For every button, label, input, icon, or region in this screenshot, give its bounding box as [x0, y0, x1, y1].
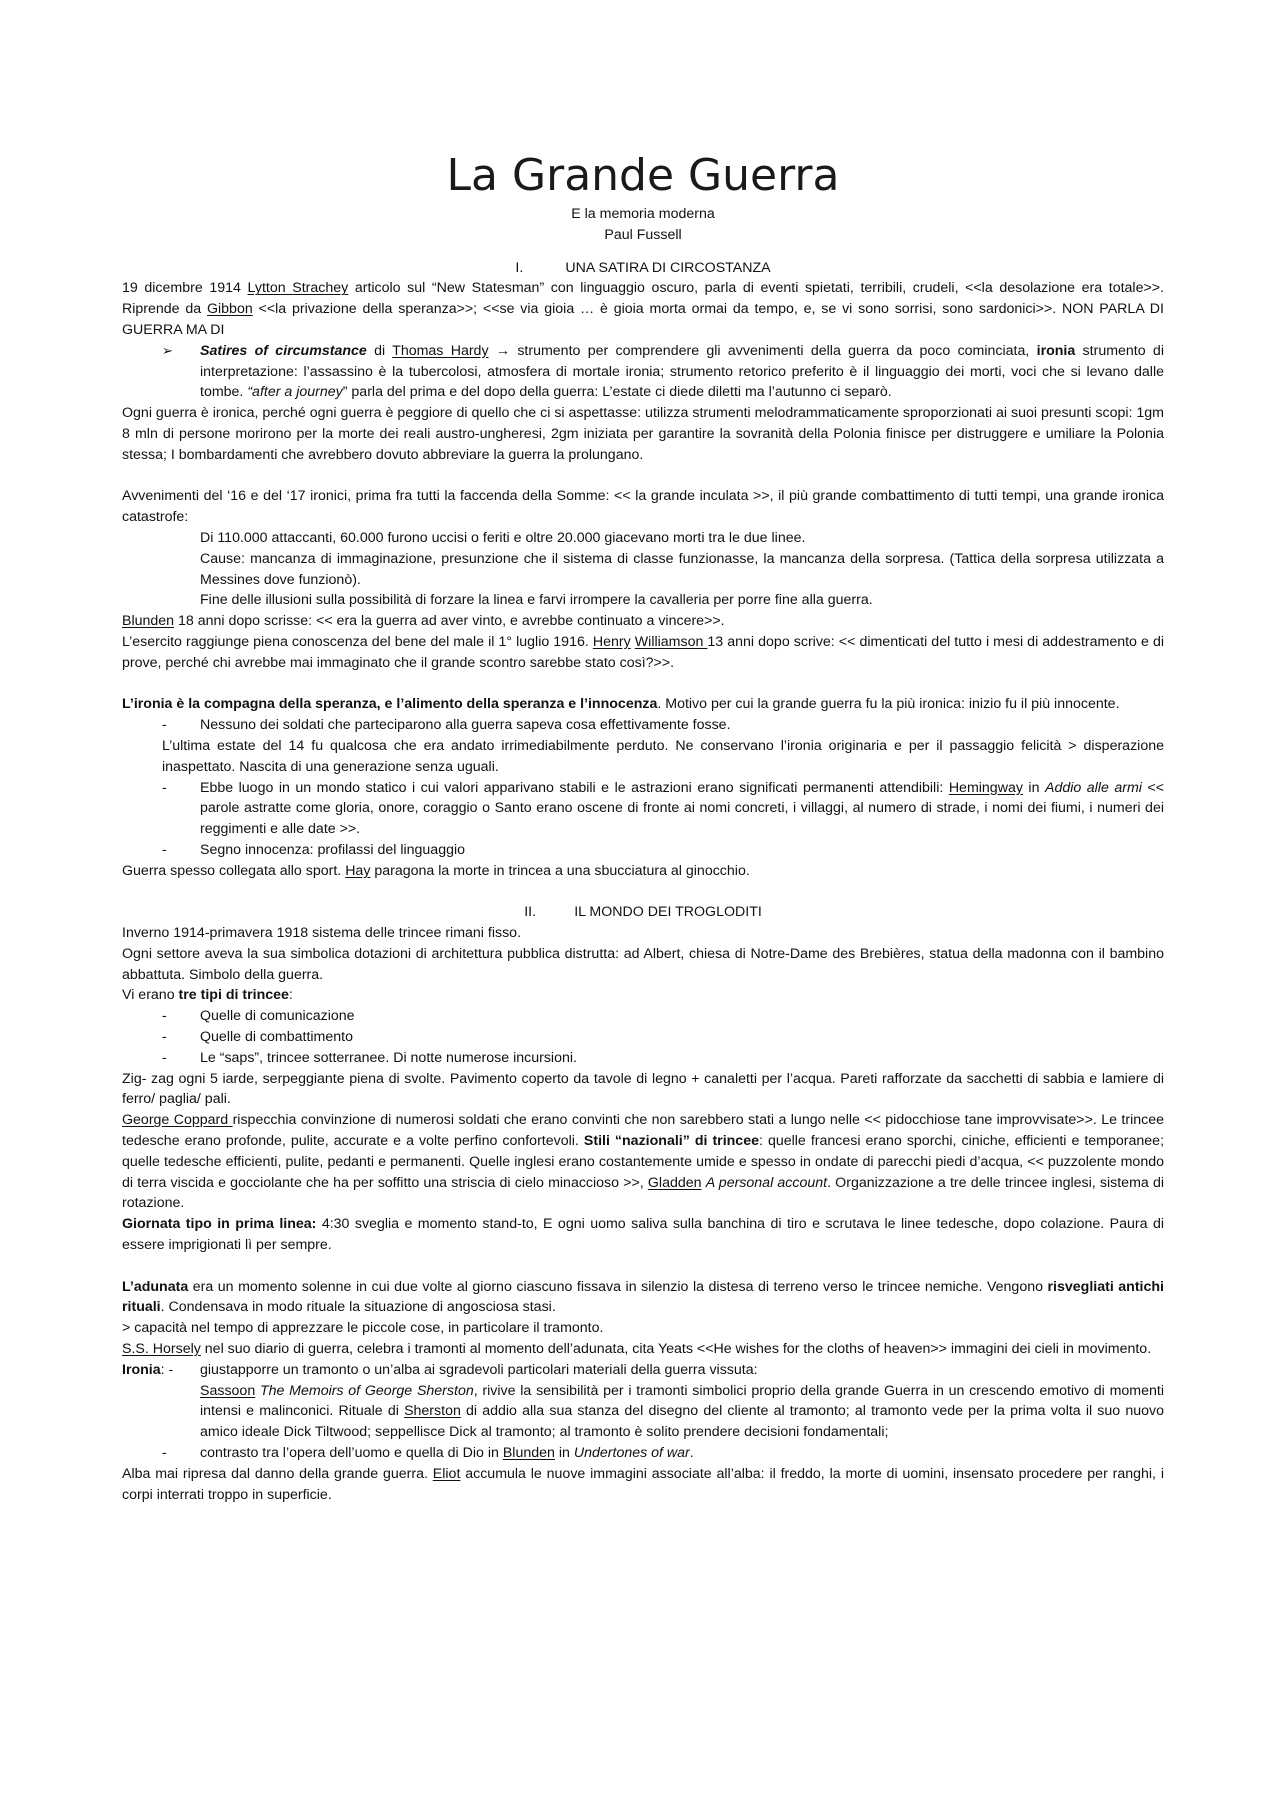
paragraph: Inverno 1914-primavera 1918 sistema delle trincee rimani fisso. [122, 925, 522, 942]
paragraph: Zig- zag ogni 5 iarde, serpeggiante piena di svolte. Pavimento coperto da tavole di legno + canaletti per l’acqua. Pareti rafforzate da sacchetti di sabbia e lamiere di ferro/ paglia/ pali. [122, 1070, 1164, 1108]
author-link: Hay [345, 862, 371, 879]
indented-line: Fine delle illusioni sulla possibilità di forzare la linea e farvi irrompere la cavalleria per porre fine alla guerra. [200, 592, 873, 609]
author-link: Sassoon [200, 1382, 256, 1399]
author-link: Hemingway [948, 779, 1023, 796]
section-1-number: I. [515, 259, 524, 276]
dash-marker: - [162, 779, 167, 796]
section-2-heading [122, 902, 1164, 923]
dash-item: - contrasto tra l’opera dell’uomo e quella di Dio in Blunden in Undertones of war. [122, 1443, 1164, 1464]
document-title: La Grande Guerra [446, 150, 840, 201]
paragraph: Avvenimenti del ‘16 e del ‘17 ironici, prima fra tutti la faccenda della Somme: << la grande inculata >>, il più grande combattimento di tutti tempi, una grande ironica catastrofe: [122, 488, 1164, 526]
right-arrow-icon: → [495, 342, 511, 359]
dash-marker: - [162, 1049, 167, 1066]
dash-item: - Nessuno dei soldati che parteciparono alla guerra sapeva cosa effettivamente fosse. [122, 715, 1164, 736]
document-subtitle: E la memoria moderna [571, 206, 715, 222]
dash-marker: - [162, 1445, 167, 1462]
author-link: Williamson [634, 633, 708, 650]
paragraph: > capacità nel tempo di apprezzare le piccole cose, in particolare il tramonto. [122, 1320, 604, 1337]
author-link: Blunden [122, 613, 175, 630]
author-link: George Coppard [122, 1112, 233, 1129]
arrow-bullet-icon: ➢ [162, 342, 173, 358]
section-1-heading [122, 258, 1164, 279]
dash-item: - Quelle di comunicazione [122, 1006, 1164, 1027]
indented-line: L’ultima estate del 14 fu qualcosa che era andato irrimediabilmente perduto. Ne conservano l’ironia originaria e per il passaggio felicità > disperazione inaspettato. Nascita di una generazione senza uguali. [162, 737, 1164, 775]
author-link: S.S. Horsely [122, 1341, 201, 1358]
section-2-title: IL MONDO DEI TROGLODITI [574, 904, 762, 921]
author-link: Sherston [404, 1403, 461, 1420]
dash-item: - Le “saps”, trincee sotterranee. Di notte numerose incursioni. [122, 1048, 1164, 1069]
indented-line: Cause: mancanza di immaginazione, presunzione che il sistema di classe funzionasse, la mancanza della sorpresa. (Tattica della sorpresa utilizzata a Messines dove funzionò). [200, 550, 1164, 588]
dash-marker: - [162, 1008, 167, 1025]
bullet-item: ➢ Satires of circumstance di Thomas Hardy → strumento per comprendere gli avvenimenti della guerra da poco cominciata, ironia strumento di interpretazione: l’assassino è la tubercolosi, atmosfera di mortale ironia; strumento retorico preferito è il linguaggio dei morti, voci che si levano dalle tombe. “after a journey” parla del prima e del dopo della guerra: L’estate ci diede diletti ma l’autunno ci separò. [162, 342, 1164, 401]
author-link: Gibbon [206, 301, 253, 318]
dash-marker: - [162, 841, 167, 858]
indented-line: Di 110.000 attaccanti, 60.000 furono uccisi o feriti e oltre 20.000 giacevano morti tra le due linee. [200, 529, 806, 546]
paragraph: L’esercito raggiunge piena conoscenza del bene del male il 1° luglio 1916. Henry Williamson 13 anni dopo scrive: << dimenticati del tutto i mesi di addestramento e di prove, perché chi avrebbe mai immaginato che il grande scontro sarebbe stato così?>>. [122, 633, 1164, 671]
paragraph: S.S. Horsely nel suo diario di guerra, celebra i tramonti al momento dell’adunata, cita Yeats <<He wishes for the cloths of heaven>> immagini dei cieli in movimento. [122, 1341, 1152, 1358]
paragraph: Guerra spesso collegata allo sport. Hay paragona la morte in trincea a una sbucciatura al ginocchio. [122, 862, 750, 879]
paragraph: Ogni settore aveva la sua simbolica dotazioni di architettura pubblica distrutta: ad Albert, chiesa di Notre-Dame des Brebières, statua della madonna con il bambino abbattuta. Simbolo della guerra. [122, 945, 1164, 983]
document-author: Paul Fussell [604, 226, 682, 243]
paragraph: Blunden 18 anni dopo scrisse: << era la guerra ad aver vinto, e avrebbe continuato a vincere>>. [122, 613, 725, 630]
indented-line: Sassoon The Memoirs of George Sherston, rivive la sensibilità per i tramonti simbolici proprio della grande Guerra in un crescendo emotivo di momenti intensi e malinconici. Rituale di Sherston di addio alla sua stanza del disegno del cliente al tramonto; al tramonto vede per la prima volta il suo nuovo amico ideale Dick Tiltwood; seppellisce Dick al tramonto; al tramonto è solito prendere decisioni fondamentali; [200, 1382, 1165, 1441]
author-link: Eliot [432, 1465, 461, 1482]
paragraph: L’ironia è la compagna della speranza, e l’alimento della speranza e l’innocenza. Motivo per cui la grande guerra fu la più ironica: inizio fu il più innocente. [122, 696, 1120, 713]
paragraph: Alba mai ripresa dal danno della grande guerra. Eliot accumula le nuove immagini associate all’alba: il freddo, la morte di uomini, insensato procedere per ranghi, i corpi interrati troppo in superficie. [122, 1465, 1164, 1503]
section-1-title: UNA SATIRA DI CIRCOSTANZA [565, 259, 771, 276]
paragraph: Giornata tipo in prima linea: 4:30 sveglia e momento stand-to, E ogni uomo saliva sulla banchina di tiro e scrutava le linee tedesche, dopo colazione. Paura di essere imprigionati lì per sempre. [122, 1216, 1164, 1254]
paragraph: L’adunata era un momento solenne in cui due volte al giorno ciascuno fissava in silenzio la distesa di terreno verso le trincee nemiche. Vengono risvegliati antichi rituali. Condensava in modo rituale la situazione di angosciosa stasi. [122, 1278, 1164, 1316]
paragraph: George Coppard rispecchia convinzione di numerosi soldati che erano convinti che non sarebbero stati a lungo nelle << pidocchiose tane improvvisate>>. Le trincee tedesche erano profonde, pulite, accurate e a volte perfino confortevoli. Stili “nazionali” di trincee: quelle francesi erano sporchi, ciniche, efficienti e temporanee; quelle tedesche efficienti, pulite, pedanti e permanenti. Quelle inglesi erano costantemente umide e spesso in ondate di parecchi piedi d’acqua, << puzzolente mondo di terra viscida e gocciolante che ha per soffitto una striscia di cielo minaccioso >>, Gladden A personal account. Organizzazione a tre delle trincee inglesi, sistema di rotazione. [122, 1112, 1165, 1212]
paragraph: Ogni guerra è ironica, perché ogni guerra è peggiore di quello che ci si aspettasse: utilizza strumenti melodrammaticamente sproporzionati ai suoi presunti scopi: 1gm 8 mln di persone morirono per la morte dei reali austro-ungheresi, 2gm iniziata per garantire la sovranità della Polonia finisce per distruggere e umiliare la Polonia stessa; I bombardamenti che avrebbero dovuto abbreviare la guerra la prolungano. [122, 405, 1164, 463]
paragraph: Vi erano tre tipi di trincee: [122, 987, 293, 1004]
dash-item: - Ebbe luogo in un mondo statico i cui valori apparivano stabili e le astrazioni erano significati permanenti attendibili: Hemingway in Addio alle armi << parole astratte come gloria, onore, coraggio o Santo erano oscene di fronte ai nomi concreti, i villaggi, al numero di strade, i nomi dei fiumi, i numeri dei reggimenti e alle date >>. [162, 779, 1165, 838]
author-link: Thomas Hardy [392, 342, 489, 359]
dash-item: - Segno innocenza: profilassi del linguaggio [122, 840, 1164, 861]
author-link: Henry [592, 633, 631, 650]
paragraph: 19 dicembre 1914 Lytton Strachey articolo sul “New Statesman” con linguaggio oscuro, parla di eventi spietati, terribili, crudeli, <<la desolazione era totale>>. Riprende da Gibbon <<la privazione della speranza>>; <<se via gioia … è gioia morta ormai da tempo, e, se vi sono sorrisi, sono sardonici>>. NON PARLA DI GUERRA MA DI [122, 280, 1164, 338]
document-body [122, 148, 1164, 1505]
dash-marker: - [162, 1029, 167, 1046]
irony-item: Ironia: - giustapporre un tramonto o un’alba ai sgradevoli particolari materiali della guerra vissuta: [122, 1361, 758, 1378]
author-link: Blunden [502, 1445, 555, 1462]
author-link: Gladden [647, 1174, 702, 1191]
section-2-number: II. [524, 904, 537, 921]
dash-item: - Quelle di combattimento [122, 1027, 1164, 1048]
author-link: Lytton Strachey [247, 280, 349, 297]
dash-marker: - [162, 717, 167, 734]
